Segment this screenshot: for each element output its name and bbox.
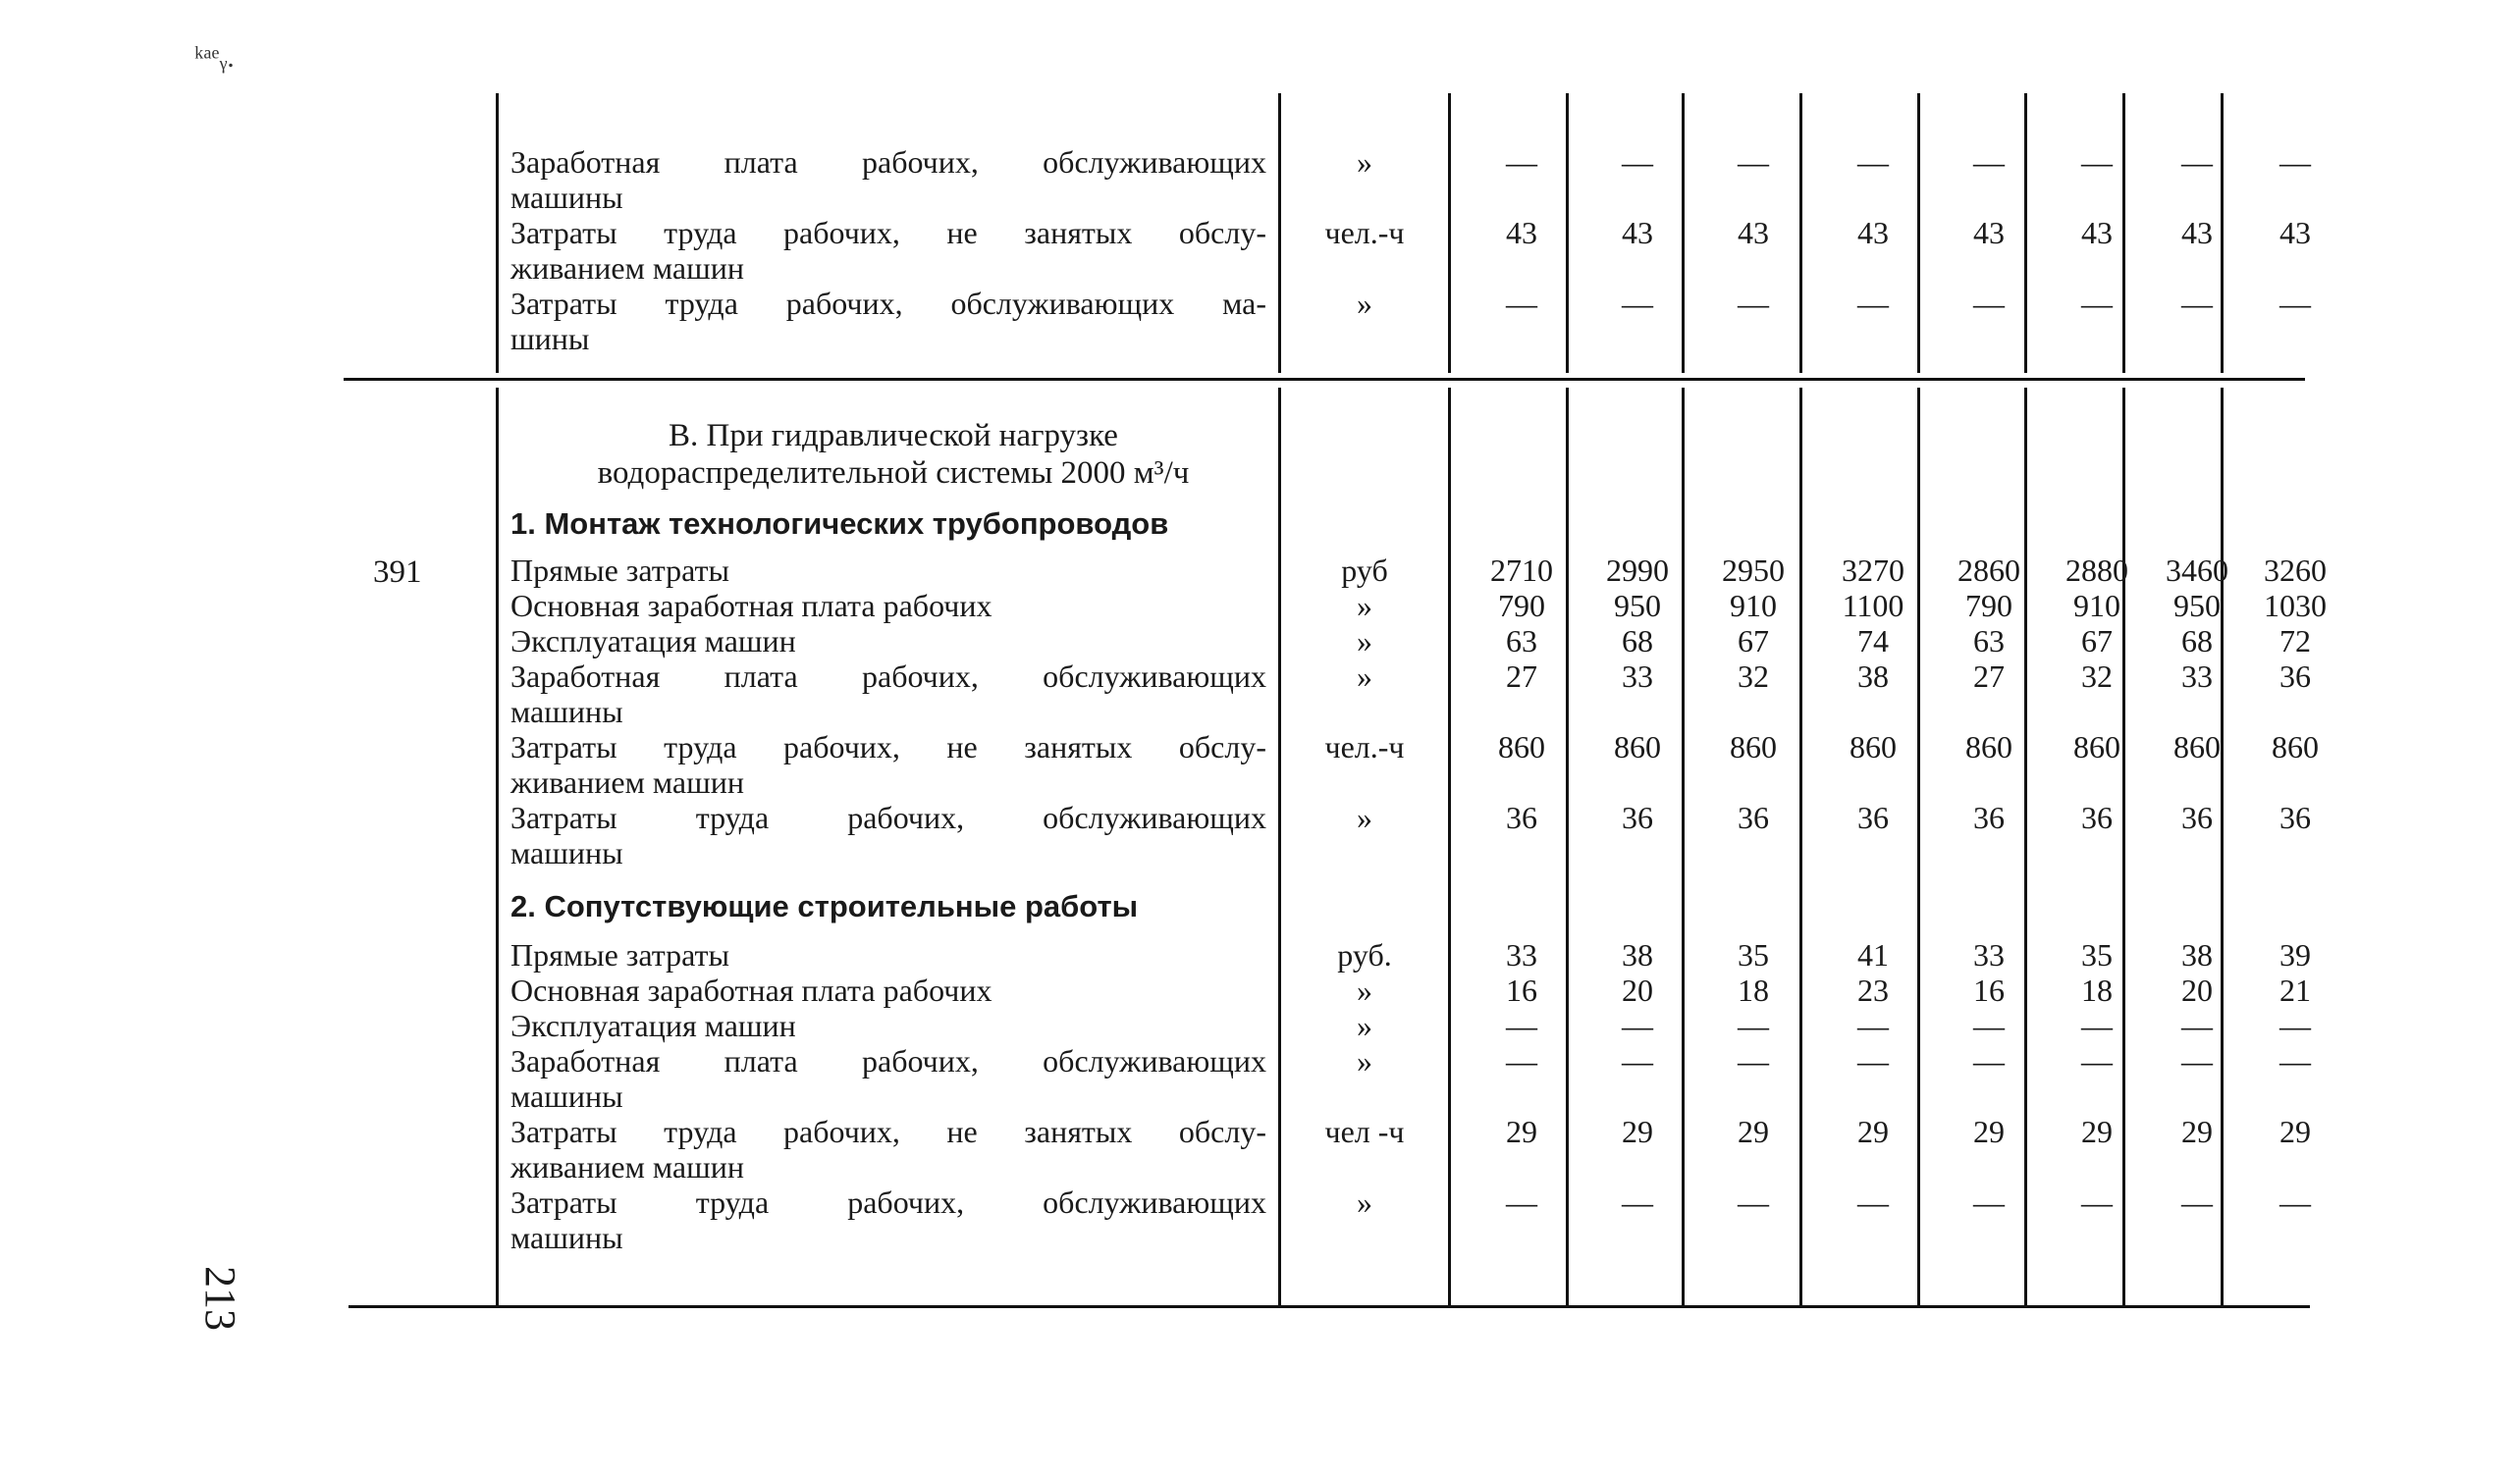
value-cell: 33 — [1506, 937, 1537, 973]
value-cell: 1030 — [2264, 588, 2327, 623]
value-cell: 67 — [1738, 623, 1769, 658]
value-cell: 790 — [1498, 588, 1545, 623]
value-cell: 36 — [1738, 800, 1769, 835]
row-code: 391 — [373, 554, 422, 590]
row-label: живанием машин — [510, 250, 744, 286]
value-cell: 27 — [1506, 658, 1537, 694]
value-cell: — — [1738, 1008, 1769, 1043]
value-cell: — — [2181, 1008, 2213, 1043]
value-cell: — — [1738, 286, 1769, 321]
unit-cell: чел -ч — [1324, 1114, 1405, 1149]
value-cell: 68 — [2181, 623, 2213, 658]
value-cell: 950 — [2173, 588, 2221, 623]
value-cell: — — [1506, 1043, 1537, 1079]
value-cell: 32 — [1738, 658, 1769, 694]
row-label: Прямые затраты — [510, 553, 730, 588]
row-label: живанием машин — [510, 1149, 744, 1184]
row-label: Основная заработная плата рабочих — [510, 973, 992, 1008]
row-label: Прямые затраты — [510, 937, 730, 973]
unit-cell: » — [1357, 1008, 1372, 1043]
row-label: Затраты труда рабочих, не занятых обслу- — [510, 729, 1266, 764]
unit-cell: » — [1357, 588, 1372, 623]
value-cell: — — [2279, 1184, 2311, 1220]
value-cell: 72 — [2279, 623, 2311, 658]
value-cell: 860 — [1498, 729, 1545, 764]
value-cell: 36 — [1622, 800, 1653, 835]
value-cell: 860 — [2073, 729, 2120, 764]
row-label: машины — [510, 694, 623, 729]
value-cell: 23 — [1857, 973, 1889, 1008]
value-cell: — — [1973, 144, 2005, 180]
value-cell: — — [1506, 1184, 1537, 1220]
value-cell: 790 — [1965, 588, 2012, 623]
value-cell: — — [2081, 1008, 2113, 1043]
unit-cell: » — [1357, 1184, 1372, 1220]
value-cell: 21 — [2279, 973, 2311, 1008]
subsection-title: 1. Монтаж технологических трубопроводов — [510, 506, 1169, 541]
value-cell: 18 — [1738, 973, 1769, 1008]
row-label: Затраты труда рабочих, обслуживающих — [510, 1184, 1266, 1220]
section-title: водораспределительной системы 2000 м³/ч — [597, 455, 1190, 491]
value-cell: — — [2181, 1043, 2213, 1079]
unit-cell: руб — [1341, 553, 1388, 588]
value-cell: — — [2181, 286, 2213, 321]
unit-cell: руб. — [1337, 937, 1392, 973]
value-cell: — — [1622, 1184, 1653, 1220]
value-cell: 41 — [1857, 937, 1889, 973]
value-cell: 36 — [1973, 800, 2005, 835]
row-label: Основная заработная плата рабочих — [510, 588, 992, 623]
value-cell: — — [1857, 286, 1889, 321]
value-cell: — — [1738, 1043, 1769, 1079]
value-cell: 35 — [1738, 937, 1769, 973]
row-label: Затраты труда рабочих, не занятых обслу- — [510, 215, 1266, 250]
column-rule — [2024, 388, 2027, 1305]
section-separator — [344, 378, 2305, 381]
unit-cell: » — [1357, 144, 1372, 180]
value-cell: 36 — [2081, 800, 2113, 835]
value-cell: 16 — [1506, 973, 1537, 1008]
value-cell: — — [1857, 1008, 1889, 1043]
value-cell: 36 — [1506, 800, 1537, 835]
row-label: Затраты труда рабочих, обслуживающих ма- — [510, 286, 1266, 321]
value-cell: 20 — [1622, 973, 1653, 1008]
value-cell: — — [2279, 144, 2311, 180]
value-cell: — — [2279, 1043, 2311, 1079]
value-cell: — — [2081, 144, 2113, 180]
value-cell: 74 — [1857, 623, 1889, 658]
value-cell: 860 — [2272, 729, 2319, 764]
value-cell: 43 — [1738, 215, 1769, 250]
value-cell: — — [1506, 144, 1537, 180]
row-label: Затраты труда рабочих, не занятых обслу- — [510, 1114, 1266, 1149]
value-cell: 16 — [1973, 973, 2005, 1008]
value-cell: 43 — [1857, 215, 1889, 250]
row-label: живанием машин — [510, 764, 744, 800]
value-cell: — — [2081, 286, 2113, 321]
value-cell: 35 — [2081, 937, 2113, 973]
value-cell: 29 — [2081, 1114, 2113, 1149]
value-cell: 38 — [1622, 937, 1653, 973]
column-rule — [2221, 388, 2224, 1305]
value-cell: — — [1622, 1008, 1653, 1043]
value-cell: 36 — [2181, 800, 2213, 835]
value-cell: 29 — [1622, 1114, 1653, 1149]
table-bottom-rule — [349, 1305, 2310, 1308]
row-label: Эксплуатация машин — [510, 1008, 796, 1043]
value-cell: 2880 — [2065, 553, 2128, 588]
section-title: В. При гидравлической нагрузке — [669, 418, 1118, 453]
value-cell: 43 — [2181, 215, 2213, 250]
value-cell: 2860 — [1957, 553, 2020, 588]
column-rule — [1682, 388, 1685, 1305]
value-cell: 39 — [2279, 937, 2311, 973]
value-cell: — — [1506, 1008, 1537, 1043]
value-cell: 860 — [1965, 729, 2012, 764]
unit-cell: » — [1357, 1043, 1372, 1079]
column-rule — [496, 388, 499, 1305]
column-rule — [1917, 388, 1920, 1305]
column-rule — [1799, 388, 1802, 1305]
value-cell: 68 — [1622, 623, 1653, 658]
value-cell: — — [2081, 1043, 2113, 1079]
value-cell: 860 — [1850, 729, 1897, 764]
value-cell: 1100 — [1842, 588, 1904, 623]
row-label: машины — [510, 1079, 623, 1114]
row-label: машины — [510, 1220, 623, 1255]
value-cell: — — [1857, 1184, 1889, 1220]
value-cell: — — [2081, 1184, 2113, 1220]
column-rule — [496, 93, 499, 373]
value-cell: 3460 — [2166, 553, 2228, 588]
value-cell: 36 — [2279, 658, 2311, 694]
value-cell: — — [1622, 144, 1653, 180]
row-label: Заработная плата рабочих, обслуживающих — [510, 658, 1266, 694]
value-cell: 67 — [2081, 623, 2113, 658]
row-label: шины — [510, 321, 590, 356]
value-cell: 63 — [1506, 623, 1537, 658]
column-rule — [1278, 93, 1281, 373]
value-cell: 2710 — [1490, 553, 1553, 588]
value-cell: — — [2279, 286, 2311, 321]
value-cell: 29 — [2279, 1114, 2311, 1149]
value-cell: — — [1622, 286, 1653, 321]
value-cell: — — [1973, 1043, 2005, 1079]
value-cell: — — [1622, 1043, 1653, 1079]
column-rule — [2122, 388, 2125, 1305]
row-label: Эксплуатация машин — [510, 623, 796, 658]
value-cell: 43 — [2081, 215, 2113, 250]
row-label: Заработная плата рабочих, обслуживающих — [510, 144, 1266, 180]
unit-cell: » — [1357, 973, 1372, 1008]
subsection-title: 2. Сопутствующие строительные работы — [510, 889, 1139, 923]
value-cell: 3270 — [1842, 553, 1904, 588]
value-cell: 38 — [2181, 937, 2213, 973]
value-cell: — — [1973, 286, 2005, 321]
value-cell: 29 — [1738, 1114, 1769, 1149]
value-cell: 3260 — [2264, 553, 2327, 588]
value-cell: 32 — [2081, 658, 2113, 694]
row-label: Заработная плата рабочих, обслуживающих — [510, 1043, 1266, 1079]
value-cell: 950 — [1614, 588, 1661, 623]
scan-mark: ᵏᵃᵉᵧ. — [194, 41, 235, 74]
value-cell: 27 — [1973, 658, 2005, 694]
value-cell: 29 — [1506, 1114, 1537, 1149]
page-number: 213 — [196, 1266, 244, 1331]
row-label: машины — [510, 835, 623, 870]
unit-cell: чел.-ч — [1324, 215, 1405, 250]
column-rule — [1448, 388, 1451, 1305]
value-cell: — — [1506, 286, 1537, 321]
value-cell: — — [2181, 144, 2213, 180]
value-cell: — — [1857, 1043, 1889, 1079]
value-cell: 43 — [1622, 215, 1653, 250]
value-cell: — — [2279, 1008, 2311, 1043]
unit-cell: чел.-ч — [1324, 729, 1405, 764]
cost-table — [344, 93, 2327, 1308]
value-cell: 38 — [1857, 658, 1889, 694]
value-cell: — — [1973, 1184, 2005, 1220]
value-cell: 33 — [1622, 658, 1653, 694]
value-cell: 43 — [1506, 215, 1537, 250]
value-cell: 2990 — [1606, 553, 1669, 588]
unit-cell: » — [1357, 623, 1372, 658]
value-cell: 18 — [2081, 973, 2113, 1008]
column-rule — [1566, 388, 1569, 1305]
value-cell: — — [2181, 1184, 2213, 1220]
value-cell: — — [1738, 1184, 1769, 1220]
unit-cell: » — [1357, 800, 1372, 835]
value-cell: 29 — [2181, 1114, 2213, 1149]
value-cell: 33 — [1973, 937, 2005, 973]
value-cell: 860 — [1614, 729, 1661, 764]
value-cell: 29 — [1973, 1114, 2005, 1149]
value-cell: 36 — [2279, 800, 2311, 835]
value-cell: 860 — [2173, 729, 2221, 764]
value-cell: 43 — [1973, 215, 2005, 250]
value-cell: — — [1973, 1008, 2005, 1043]
value-cell: 20 — [2181, 973, 2213, 1008]
value-cell: 29 — [1857, 1114, 1889, 1149]
value-cell: 2950 — [1722, 553, 1785, 588]
column-rule — [1448, 93, 1451, 373]
value-cell: 33 — [2181, 658, 2213, 694]
value-cell: 63 — [1973, 623, 2005, 658]
value-cell: 860 — [1730, 729, 1777, 764]
value-cell: 910 — [2073, 588, 2120, 623]
unit-cell: » — [1357, 658, 1372, 694]
value-cell: 43 — [2279, 215, 2311, 250]
row-label: Затраты труда рабочих, обслуживающих — [510, 800, 1266, 835]
value-cell: 910 — [1730, 588, 1777, 623]
value-cell: — — [1738, 144, 1769, 180]
unit-cell: » — [1357, 286, 1372, 321]
value-cell: 36 — [1857, 800, 1889, 835]
row-label: машины — [510, 180, 623, 215]
value-cell: — — [1857, 144, 1889, 180]
